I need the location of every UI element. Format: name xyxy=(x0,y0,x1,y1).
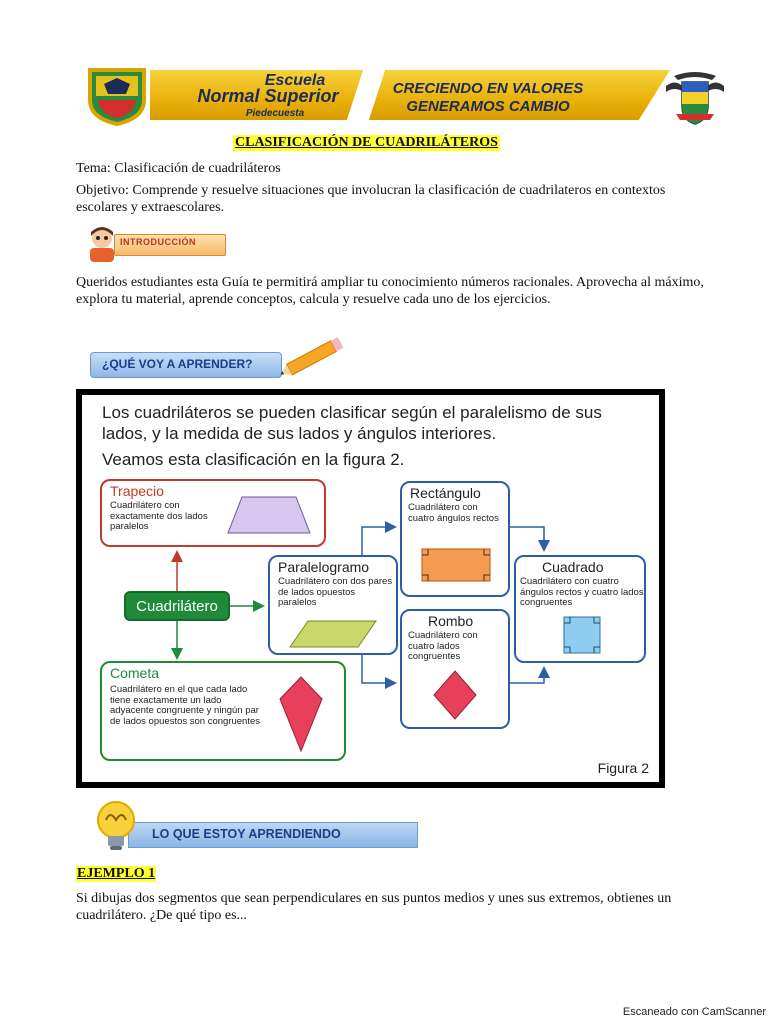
classification-figure xyxy=(76,389,665,788)
paralelogramo-box xyxy=(268,555,398,655)
coat-of-arms-icon xyxy=(664,66,726,128)
rectangulo-description: Cuadrilátero con cuatro ángulos rectos xyxy=(408,502,499,524)
figure-intro-line3: Veamos esta clasificación en la figura 2. xyxy=(102,450,405,469)
school-name-line2: Normal Superior xyxy=(197,86,339,106)
example-text: Si dibujas dos segmentos que sean perpendiculares en sus puntos medios y unes sus extremos, obtienes un cuadrilátero. ¿De qué tipo es... xyxy=(76,891,672,923)
motto-line1: CRECIENDO EN VALORES xyxy=(392,80,584,97)
cometa-title: Cometa xyxy=(110,665,160,681)
trapezoid-shape xyxy=(224,493,314,537)
rectangulo-box xyxy=(400,481,510,597)
paralelogramo-description: Cuadrilátero con dos pares de lados opuestos paralelos xyxy=(278,576,393,608)
example-title: EJEMPLO 1 xyxy=(77,866,156,881)
rombo-box xyxy=(400,609,510,729)
what-im-learning-badge xyxy=(88,798,420,854)
what-will-i-learn-badge xyxy=(88,334,358,380)
objective-text: Objetivo: Comprende y resuelve situaciones que involucran la clasificación de cuadrilateros en contextos escolares y extraescolares. xyxy=(76,183,666,215)
rectangle-shape xyxy=(420,547,492,583)
square-shape xyxy=(562,615,602,655)
cuadrado-box xyxy=(514,555,646,663)
cuadrado-title: Cuadrado xyxy=(542,559,604,575)
cuadrado-description: Cuadrilátero con cuatro ángulos rectos y cuatro lados congruentes xyxy=(520,576,644,608)
lightbulb-icon xyxy=(88,798,144,854)
pencil-icon xyxy=(276,334,354,378)
trapecio-title: Trapecio xyxy=(110,483,164,499)
rectangulo-title: Rectángulo xyxy=(410,485,481,501)
topic-text: Tema: Clasificación de cuadriláteros xyxy=(76,161,281,176)
parallelogram-shape xyxy=(288,617,380,651)
rombo-title: Rombo xyxy=(428,613,474,629)
introduction-label: INTRODUCCIÓN xyxy=(120,237,196,247)
paralelogramo-title: Paralelogramo xyxy=(278,559,370,575)
introduction-badge xyxy=(84,224,234,262)
kite-shape xyxy=(276,673,326,757)
what-im-learning-label: LO QUE ESTOY APRENDIENDO xyxy=(152,827,341,841)
figure-caption: Figura 2 xyxy=(597,760,649,776)
rhombus-shape xyxy=(432,669,478,721)
school-city: Piedecuesta xyxy=(245,108,305,119)
cometa-description: Cuadrilátero en el que cada lado tiene exactamente un lado adyacente congruente y ningún par de lados opuestos son congruentes xyxy=(110,684,260,727)
cuadrilatero-root xyxy=(124,591,230,621)
arrow-rectangulo-to-cuadrado xyxy=(510,527,544,549)
motto-line2: GENERAMOS CAMBIO xyxy=(406,98,570,115)
arrow-to-rombo xyxy=(362,655,394,683)
school-shield-logo xyxy=(86,66,148,126)
trapecio-description: Cuadrilátero con exactamente dos lados paralelos xyxy=(110,500,208,532)
document-title: CLASIFICACIÓN DE CUADRILÁTEROS xyxy=(235,135,498,150)
rombo-description: Cuadrilátero con cuatro lados congruentes xyxy=(408,630,478,662)
arrow-rombo-to-cuadrado xyxy=(510,669,544,683)
arrow-to-rectangulo xyxy=(362,527,394,555)
school-name-line1: Escuela xyxy=(264,72,326,89)
figure-intro-line1: Los cuadriláteros se pueden clasificar según el paralelismo de sus xyxy=(102,403,602,422)
scanner-watermark: Escaneado con CamScanner xyxy=(622,1006,766,1018)
cuadrilatero-label: Cuadrilátero xyxy=(136,598,218,615)
header-banner xyxy=(80,66,670,124)
cometa-box xyxy=(100,661,346,761)
trapecio-box xyxy=(100,479,326,547)
figure-intro-line2: lados, y la medida de sus lados y ángulos interiores. xyxy=(102,424,497,443)
introduction-paragraph: Queridos estudiantes esta Guía te permitirá ampliar tu conocimiento números racionales. Aprovecha al máximo, explora tu material, aprende conceptos, calcula y resuelve cada uno de los ejercicios. xyxy=(76,275,704,307)
what-will-i-learn-label: ¿QUÉ VOY A APRENDER? xyxy=(102,357,253,371)
